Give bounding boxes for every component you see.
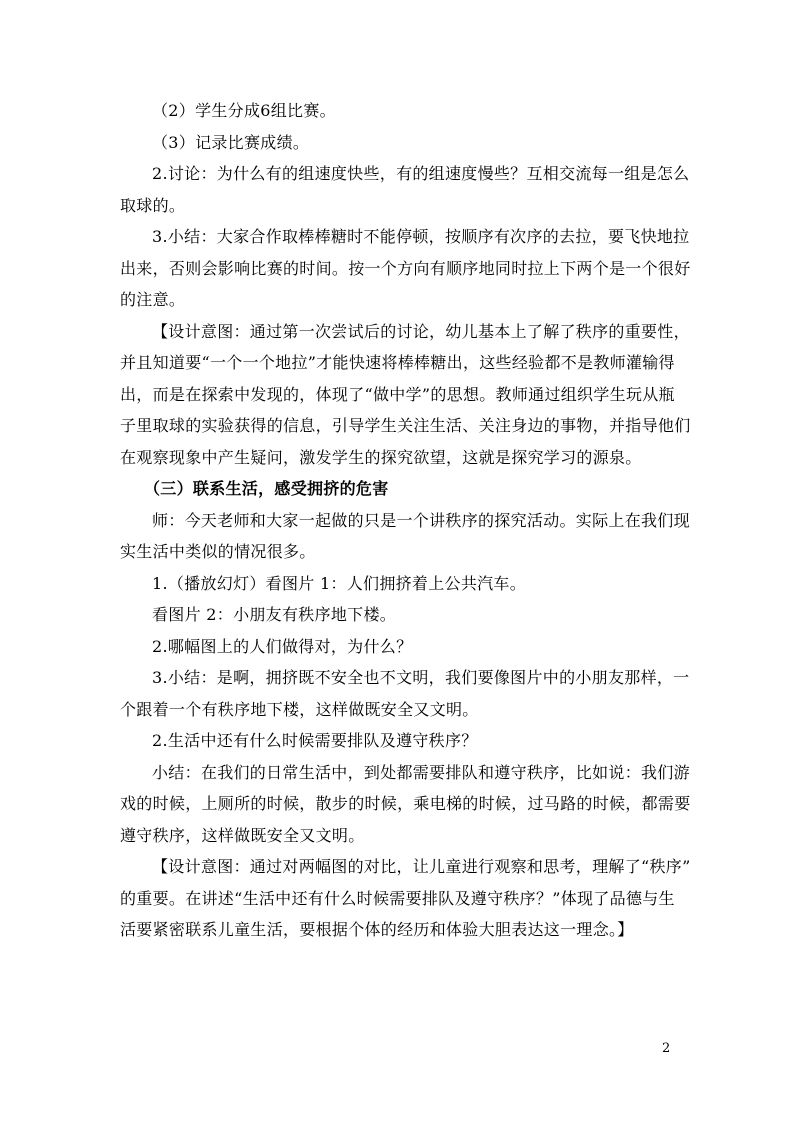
text-line: 2.讨论：为什么有的组速度快些，有的组速度慢些？互相交流每一组是怎么 (152, 164, 690, 183)
text-line: 遵守秩序，这样做既安全又文明。 (120, 825, 365, 845)
text-line: 师：今天老师和大家一起做的只是一个讲秩序的探究活动。实际上在我们现 (152, 510, 690, 530)
text-line: 出，而是在探索中发现的，体现了“做中学”的思想。教师通过组织学生玩从瓶 (120, 384, 675, 404)
text-line: 实生活中类似的情况很多。 (120, 542, 316, 561)
text-line: 1.（播放幻灯）看图片 1：人们拥挤着上公共汽车。 (152, 573, 527, 593)
text-line: 【设计意图：通过对两幅图的对比，让儿童进行观察和思考，理解了“秩序” (152, 857, 691, 876)
text-line: 戏的时候，上厕所的时候，散步的时候，乘电梯的时候，过马路的时候，都需要 (120, 794, 691, 813)
text-line: （3）记录比赛成绩。 (152, 132, 310, 152)
text-line: 并且知道要“一个一个地拉”才能快速将棒棒糖出，这些经验都不是教师灌输得 (120, 353, 675, 372)
text-line: 【设计意图：通过第一次尝试后的讨论，幼儿基本上了解了秩序的重要性， (152, 321, 690, 341)
text-line: 2.哪幅图上的人们做得对，为什么？ (152, 636, 413, 656)
text-line: 的重要。在讲述“生活中还有什么时候需要排队及遵守秩序？”体现了品德与生 (120, 888, 675, 908)
text-line: 个跟着一个有秩序地下楼，这样做既安全又文明。 (120, 699, 479, 719)
text-line: 在观察现象中产生疑问，激发学生的探究欲望，这就是探究学习的源泉。 (120, 447, 642, 467)
text-line: （2）学生分成6组比赛。 (152, 101, 336, 120)
text-line: 的注意。 (120, 290, 186, 309)
text-line: 3.小结：大家合作取棒棒糖时不能停顿，按顺序有次序的去拉，要飞快地拉 (152, 227, 690, 246)
text-line: 小结：在我们的日常生活中，到处都需要排队和遵守秩序，比如说：我们游 (152, 762, 690, 782)
text-line: 3.小结：是啊，拥挤既不安全也不文明，我们要像图片中的小朋友那样，一 (152, 668, 690, 687)
document-body (120, 95, 691, 946)
text-line: 出来，否则会影响比赛的时间。按一个方向有顺序地同时拉上下两个是一个很好 (120, 258, 691, 278)
page-number: 2 (662, 1041, 671, 1056)
text-line: 取球的。 (120, 195, 186, 215)
text-line: 2.生活中还有什么时候需要排队及遵守秩序？ (152, 731, 478, 750)
text-line: 活要紧密联系儿童生活，要根据个体的经历和体验大胆表达这一理念。】 (120, 920, 634, 939)
section-heading: （三）联系生活，感受拥挤的危害 (144, 479, 389, 498)
text-line: 子里取球的实验获得的信息，引导学生关注生活、关注身边的事物，并指导他们 (120, 416, 691, 435)
text-line: 看图片 2：小朋友有秩序地下楼。 (152, 605, 397, 624)
